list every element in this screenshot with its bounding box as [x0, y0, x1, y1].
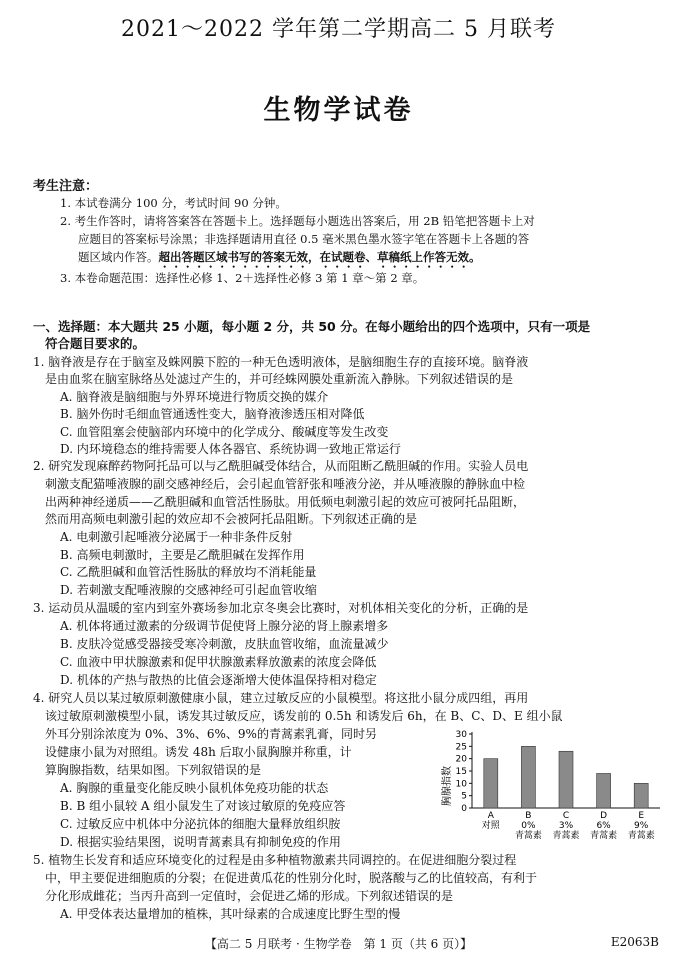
- q3-line-1: 3. 运动员从温暖的室内到室外赛场参加北京冬奥会比赛时，对机体相关变化的分析，正确的是: [33, 601, 529, 615]
- chart-x-labels: [482, 811, 655, 840]
- thymus-index-bar-chart: [438, 728, 670, 840]
- chart-x-sublabel-2: 青蒿素: [590, 831, 618, 840]
- q4-line-5: 算胸腺指数，结果如图。下列叙错误的是: [45, 763, 262, 777]
- q3-option-d: D. 机体的产热与散热的比值会逐渐增大使体温保持相对稳定: [60, 673, 377, 687]
- notice-item-2-line-3: [78, 249, 660, 271]
- q2-option-c: C. 乙酰胆碱和血管活性肠肽的释放均不消耗能量: [60, 565, 317, 579]
- chart-bar-E: [634, 783, 648, 808]
- chart-y-tick-label: 0: [461, 804, 467, 814]
- chart-x-category-label: C: [562, 811, 570, 821]
- chart-bar-A: [484, 759, 498, 808]
- q2-line-3: 出两种神经递质——乙酰胆碱和血管活性肠肽。用低频电刺激引起的效应可被阿托品阻断，: [45, 495, 526, 509]
- chart-bar-D: [597, 773, 611, 808]
- q5-option-a: A. 甲受体表达量增加的植株，其叶绿素的合成速度比野生型的慢: [60, 907, 401, 921]
- q5-line-2: 中，甲主要促进细胞质的分裂；在促进黄瓜花的性别分化时，脱落酸与乙的比值较高，有利于: [45, 871, 538, 885]
- exam-title: 2021～2022 学年第二学期高二 5 月联考: [121, 17, 556, 42]
- q1-line-1: 1. 脑脊液是存在于脑室及蛛网膜下腔的一种无色透明液体，是脑细胞生存的直接环境。脑脊液: [33, 355, 529, 369]
- chart-y-tick-label: 20: [455, 754, 467, 765]
- q3-option-a: A. 机体将通过激素的分级调节促使肾上腺分泌的肾上腺素增多: [60, 619, 389, 633]
- q4-option-c: C. 过敏反应中机体中分泌抗体的细胞大量释放组织胺: [60, 817, 341, 831]
- notice-item-2-line-2: 应题目的答案标号涂黑；非选择题请用直径 0.5 毫米黑色墨水签字笔在答题卡上各题的答: [78, 232, 530, 246]
- chart-x-sublabel: 6%: [596, 821, 611, 831]
- q1-line-2: 是由血浆在脑室脉络丛处滤过产生的，并可经蛛网膜处重新流入静脉。下列叙述错误的是: [45, 372, 514, 386]
- chart-bars: [484, 746, 648, 808]
- q2-line-2: 刺激支配猫唾液腺的副交感神经后，会引起血管舒张和唾液分泌，并从唾液腺的静脉血中检: [45, 477, 526, 491]
- q2-line-4: 然而用高频电刺激引起的效应却不会被阿托品阻断。下列叙述正确的是: [45, 512, 418, 526]
- chart-y-tick-label: 30: [455, 730, 467, 740]
- section-heading: 一、选择题：本大题共 25 小题，每小题 2 分，共 50 分。在每小题给出的四个选项中，只有一项是: [33, 319, 591, 334]
- q2-option-b: B. 高频电刺激时，主要是乙酰胆碱在发挥作用: [60, 548, 305, 562]
- q2-option-a: A. 电刺激引起唾液分泌属于一种非条件反射: [60, 530, 293, 544]
- chart-y-tick-label: 25: [455, 742, 467, 753]
- chart-x-category-label: B: [525, 811, 532, 821]
- chart-x-category-label: D: [600, 811, 608, 821]
- chart-y-ticks: [456, 730, 472, 814]
- chart-x-sublabel: 9%: [634, 821, 649, 831]
- chart-x-sublabel: 0%: [521, 821, 536, 831]
- q5-line-1: 5. 植物生长发育和适应环境变化的过程是由多种植物激素共同调控的。在促进细胞分裂过程: [33, 853, 517, 867]
- chart-y-tick-label: 10: [455, 779, 467, 790]
- q4-line-3: 外耳分别涂浓度为 0%、3%、6%、9%的青蒿素乳膏，同时另: [45, 727, 377, 741]
- notice-item-3: 3. 本卷命题范围：选择性必修 1、2＋选择性必修 3 第 1 章～第 2 章。: [60, 271, 425, 285]
- chart-bar-B: [521, 746, 535, 808]
- chart-y-tick-label: 15: [455, 767, 467, 777]
- chart-x-category-label: A: [487, 811, 494, 821]
- q4-line-2: 该过敏原刺激模型小鼠，诱发其过敏反应，诱发前的 0.5h 和诱发后 6h，在 B、C、D、E 组小鼠: [45, 709, 563, 723]
- chart-x-sublabel-2: 青蒿素: [552, 831, 580, 840]
- q2-option-d: D. 若刺激支配唾液腺的交感神经可引起血管收缩: [60, 583, 317, 597]
- notice-warning-text: 超出答题区域书写的答案无效，在试题卷、草稿纸上作答无效。: [158, 250, 481, 264]
- page-footer: 【高二 5 月联考 · 生物学卷 第 1 页（共 6 页）】: [204, 937, 473, 951]
- notice-item-1: 1. 本试卷满分 100 分，考试时间 90 分钟。: [60, 196, 287, 210]
- q4-option-a: A. 胸腺的重量变化能反映小鼠机体免疫功能的状态: [60, 781, 329, 795]
- paper-code: E2063B: [610, 935, 659, 949]
- q1-option-d: D. 内环境稳态的维持需要人体各器官、系统协调一致地正常运行: [60, 442, 401, 456]
- q3-option-c: C. 血液中甲状腺激素和促甲状腺激素释放激素的浓度会降低: [60, 655, 377, 669]
- q1-option-b: B. 脑外伤时毛细血管通透性变大，脑脊液渗透压相对降低: [60, 407, 365, 421]
- chart-x-sublabel: 对照: [481, 821, 500, 831]
- chart-x-category-label: E: [638, 811, 645, 821]
- q1-option-c: C. 血管阻塞会使脑部内环境中的化学成分、酸碱度等发生改变: [60, 425, 389, 439]
- q4-line-4: 设健康小鼠为对照组。诱发 48h 后取小鼠胸腺并称重，计: [45, 745, 352, 759]
- notice-heading: 考生注意：: [33, 179, 99, 194]
- q5-line-3: 分化形成雌花；当丙升高到一定值时，会促进乙烯的形成。下列叙述错误的是: [45, 889, 454, 903]
- section-heading-cont: 符合题目要求的。: [45, 336, 146, 351]
- chart-x-sublabel: 3%: [558, 821, 574, 831]
- q3-option-b: B. 皮肤冷觉感受器接受寒冷刺激，皮肤血管收缩，血流量减少: [60, 637, 389, 651]
- q4-line-1: 4. 研究人员以某过敏原刺激健康小鼠，建立过敏反应的小鼠模型。将这批小鼠分成四组，再用: [33, 691, 529, 705]
- chart-x-sublabel-2: 青蒿素: [514, 831, 542, 840]
- chart-y-axis-label: 胸腺指数: [442, 766, 453, 806]
- chart-x-sublabel-2: 青蒿素: [627, 831, 655, 840]
- chart-y-tick-label: 5: [461, 791, 467, 802]
- q4-option-b: B. B 组小鼠较 A 组小鼠发生了对该过敏原的免疫应答: [60, 799, 346, 813]
- chart-bar-C: [559, 751, 573, 808]
- subject-title: 生物学试卷: [263, 95, 414, 126]
- notice-item-2-text: 题区域内作答。: [78, 250, 159, 264]
- q1-option-a: A. 脑脊液是脑细胞与外界环境进行物质交换的媒介: [60, 390, 329, 404]
- notice-item-2-line-1: 2. 考生作答时，请将答案答在答题卡上。选择题每小题选出答案后，用 2B 铅笔把答题卡上对: [60, 214, 535, 228]
- q4-option-d: D. 根据实验结果图，说明青蒿素具有抑制免疫的作用: [60, 835, 341, 849]
- q2-line-1: 2. 研究发现麻醉药物阿托品可以与乙酰胆碱受体结合，从而阻断乙酰胆碱的作用。实验人员电: [33, 459, 529, 473]
